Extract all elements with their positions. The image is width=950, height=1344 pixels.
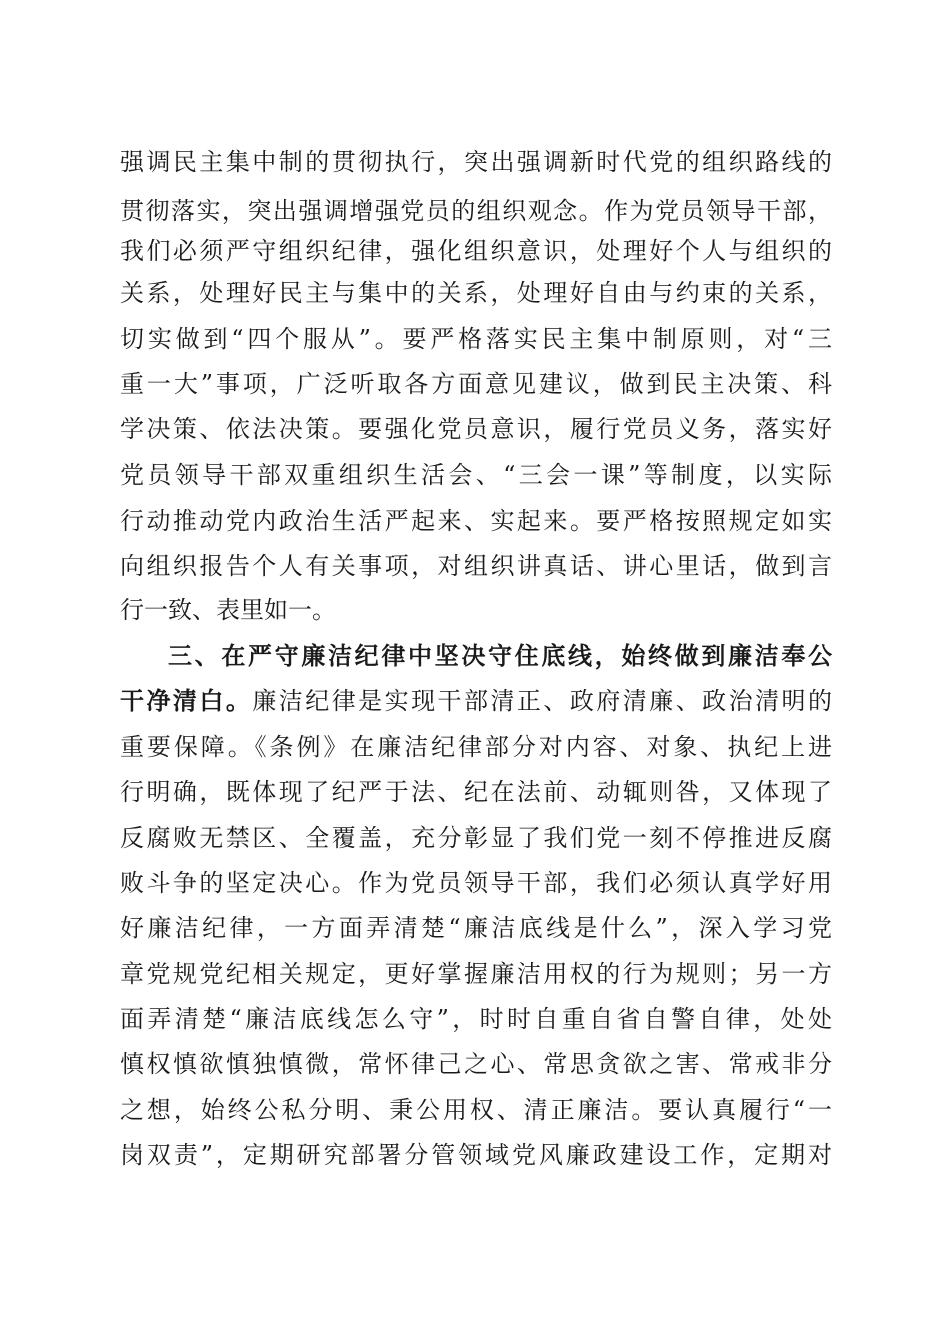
body-text-line: 切实做到“四个服从”。要严格落实民主集中制原则，对“三 <box>120 325 832 353</box>
body-text-line: 重要保障。《条例》在廉洁纪律部分对内容、对象、执纪上进 <box>120 733 832 761</box>
body-text-span: 廉洁纪律是实现干部清正、政府清廉、政治清明的 <box>252 687 832 715</box>
body-text-line: 好廉洁纪律，一方面弄清楚“廉洁底线是什么”，深入学习党 <box>120 914 832 942</box>
body-text-line <box>120 681 832 721</box>
body-text-line: 行动推动党内政治生活严起来、实起来。要严格按照规定如实 <box>120 507 832 535</box>
body-text-line: 章党规党纪相关规定，更好掌握廉洁用权的行为规则；另一方 <box>120 960 832 988</box>
body-text-line: 关系，处理好民主与集中的关系，处理好自由与约束的关系， <box>120 279 832 307</box>
body-text-line: 向组织报告个人有关事项，对组织讲真话、讲心里话，做到言 <box>120 552 832 580</box>
section-heading-continuation: 干净清白。 <box>120 687 253 715</box>
body-text-line: 党员领导干部双重组织生活会、“三会一课”等制度，以实际 <box>120 461 832 489</box>
body-text-line: 学决策、依法决策。要强化党员意识，履行党员义务，落实好 <box>120 415 832 443</box>
body-text-line: 我们必须严守组织纪律，强化组织意识，处理好个人与组织的 <box>120 237 832 265</box>
body-text-line: 败斗争的坚定决心。作为党员领导干部，我们必须认真学好用 <box>120 869 832 897</box>
body-text-line: 岗双责”，定期研究部署分管领域党风廉政建设工作，定期对 <box>120 1141 832 1169</box>
body-text-line: 重一大”事项，广泛听取各方面意见建议，做到民主决策、科 <box>120 370 832 398</box>
body-text-line: 强调民主集中制的贯彻执行，突出强调新时代党的组织路线的 <box>120 148 832 176</box>
body-text-line: 反腐败无禁区、全覆盖，充分彰显了我们党一刻不停推进反腐 <box>120 824 832 852</box>
body-text-line: 贯彻落实，突出强调增强党员的组织观念。作为党员领导干部， <box>120 197 832 225</box>
body-text-line: 行一致、表里如一。 <box>120 596 336 624</box>
body-text-line: 慎权慎欲慎独慎微，常怀律己之心、常思贪欲之害、常戒非分 <box>120 1050 832 1078</box>
section-heading: 三、在严守廉洁纪律中坚决守住底线，始终做到廉洁奉公 <box>168 642 832 670</box>
body-text-line: 面弄清楚“廉洁底线怎么守”，时时自重自省自警自律，处处 <box>120 1005 832 1033</box>
body-text-line: 行明确，既体现了纪严于法、纪在法前、动辄则咎，又体现了 <box>120 778 832 806</box>
body-text-line: 之想，始终公私分明、秉公用权、清正廉洁。要认真履行“一 <box>120 1096 832 1124</box>
